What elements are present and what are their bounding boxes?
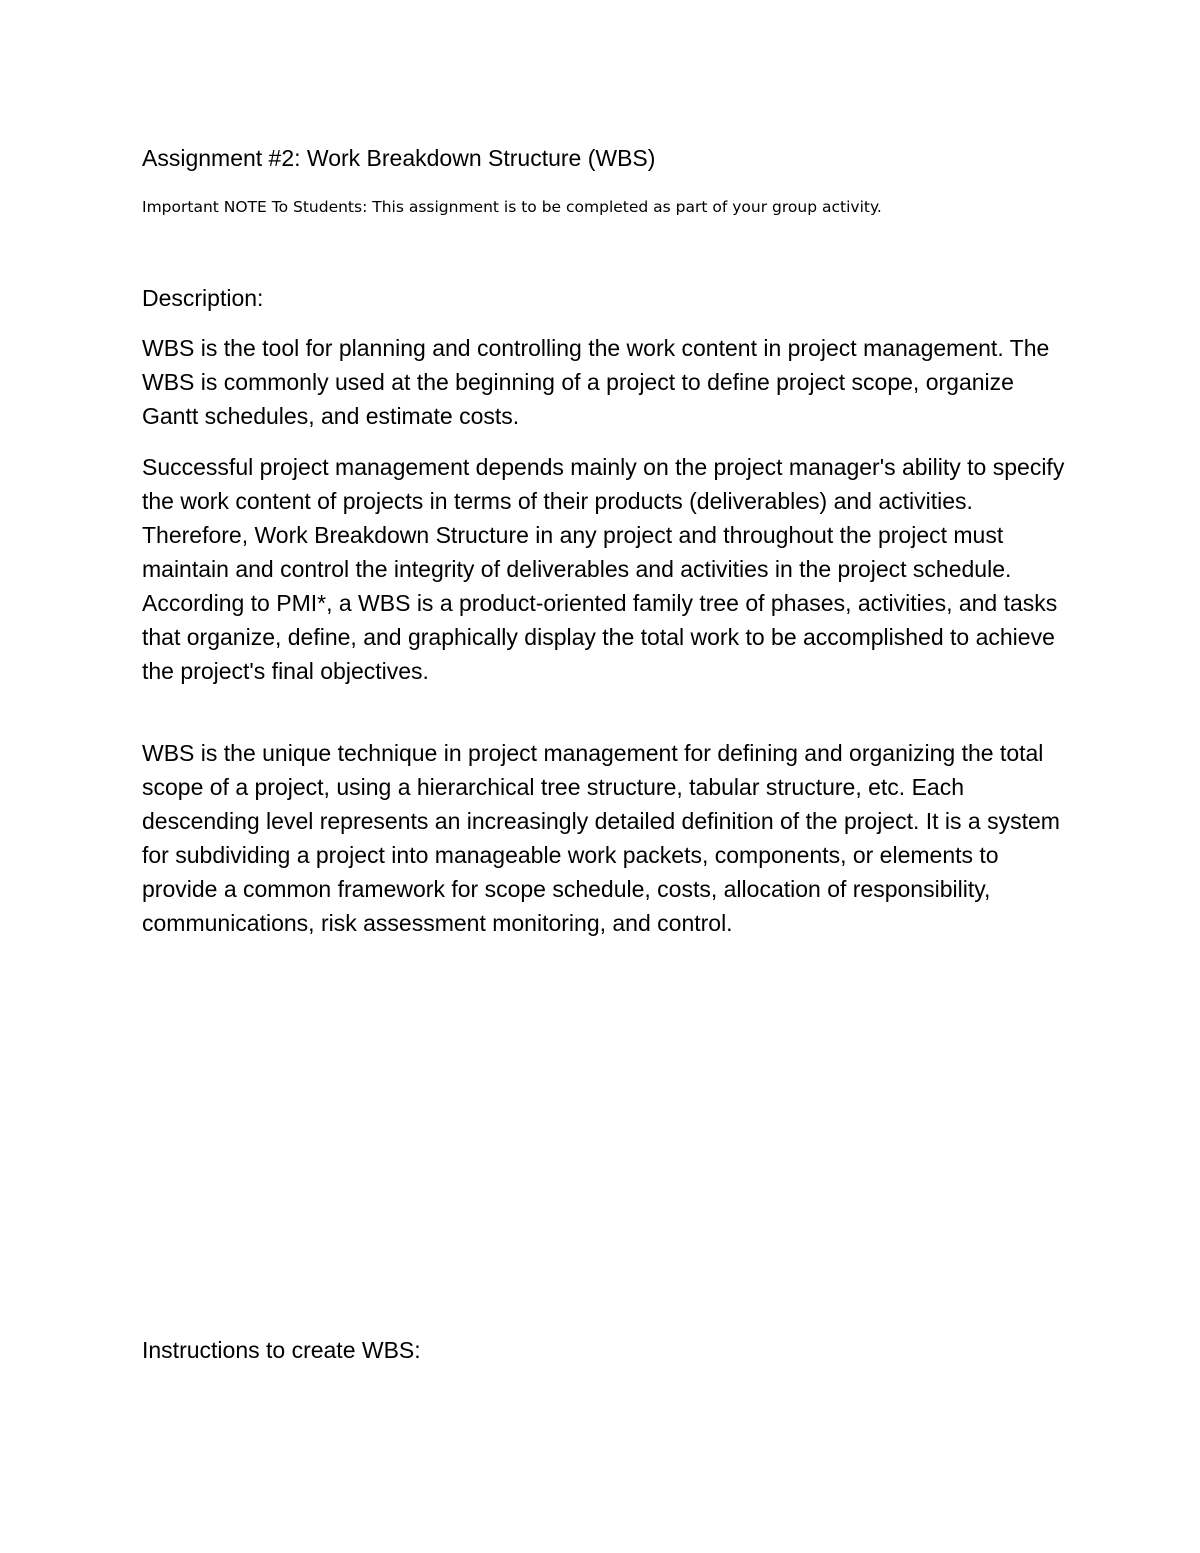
instructions-heading: Instructions to create WBS: (142, 1337, 421, 1363)
student-note: Important NOTE To Students: This assignment is to be completed as part of your group activity. (142, 198, 882, 216)
description-paragraph-1: WBS is the tool for planning and controlling the work content in project management. The WBS is commonly used at the beginning of a project to define project scope, organize Gantt schedules, and estimate costs. (142, 335, 1050, 429)
description-paragraph-3: WBS is the unique technique in project management for defining and organizing the total scope of a project, using a hierarchical tree structure, tabular structure, etc. Each descending level represents an increasingly detailed definition of the project. It is a system for subdividing a project into manageable work packets, components, or elements to provide a common framework for scope schedule, costs, allocation of responsibility, communications, risk assessment monitoring, and control. (142, 740, 1060, 936)
description-heading: Description: (142, 285, 264, 311)
description-paragraph-2: Successful project management depends mainly on the project manager's ability to specify the work content of projects in terms of their products (deliverables) and activities. Therefore, Work Breakdown Structure in any project and throughout the project must maintain and control the integrity of deliverables and activities in the project schedule. According to PMI*, a WBS is a product-oriented family tree of phases, activities, and tasks that organize, define, and graphically display the total work to be accomplished to achieve the project's final objectives. (142, 454, 1065, 684)
assignment-title: Assignment #2: Work Breakdown Structure (WBS) (142, 145, 656, 171)
